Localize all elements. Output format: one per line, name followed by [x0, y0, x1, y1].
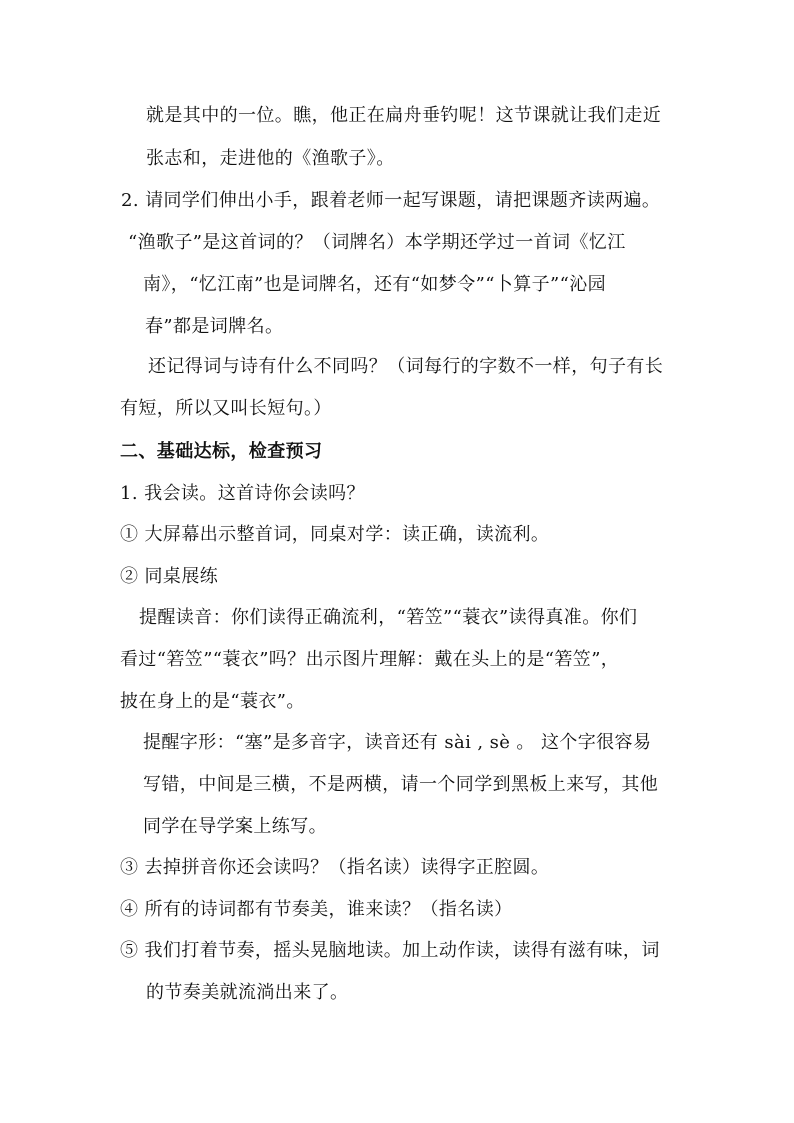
circled-item-2: ② 同桌展练 [120, 566, 219, 587]
paragraph-line: 提醒字形：“塞”是多音字，读音还有 sài , sè 。 这个字很容易 [143, 732, 652, 753]
paragraph-line: 就是其中的一位。瞧，他正在扁舟垂钓呢！这节课就让我们走近 [146, 105, 662, 126]
paragraph-line: 春”都是词牌名。 [145, 316, 284, 337]
paragraph-line: 有短，所以又叫长短句。） [120, 398, 332, 419]
paragraph-line: 还记得词与诗有什么不同吗？（词每行的字数不一样，句子有长 [148, 356, 664, 377]
circled-item-3: ③ 去掉拼音你还会读吗？（指名读）读得字正腔圆。 [120, 857, 550, 878]
paragraph-line: 披在身上的是“蓑衣”。 [120, 691, 305, 712]
paragraph-line: 写错，中间是三横，不是两横，请一个同学到黑板上来写，其他 [143, 774, 659, 795]
paragraph-line: 同学在导学案上练写。 [143, 816, 327, 837]
paragraph-line: 的节奏美就流淌出来了。 [146, 982, 349, 1003]
paragraph-line: 提醒读音：你们读得正确流利，“箬笠”“蓑衣”读得真准。你们 [139, 607, 638, 628]
circled-item-5: ⑤ 我们打着节奏，摇头晃脑地读。加上动作读，读得有滋有味，词 [120, 940, 660, 961]
numbered-item-2: 2. 请同学们伸出小手，跟着老师一起写课题，请把课题齐读两遍。 [121, 190, 661, 211]
circled-item-1: ① 大屏幕出示整首词，同桌对学：读正确，读流利。 [120, 524, 550, 545]
numbered-item-1: 1. 我会读。这首诗你会读吗？ [120, 483, 365, 504]
paragraph-line: 南》，“忆江南”也是词牌名，还有“如梦令”“卜算子”“沁园 [143, 274, 607, 295]
paragraph-line: “渔歌子”是这首词的？（词牌名）本学期还学过一首词《忆江 [128, 232, 626, 253]
circled-item-4: ④ 所有的诗词都有节奏美，谁来读？（指名读） [120, 899, 513, 920]
section-heading: 二、基础达标，检查预习 [120, 441, 323, 462]
paragraph-line: 看过“箬笠”“蓑衣”吗？出示图片理解：戴在头上的是“箬笠”， [120, 649, 620, 670]
paragraph-line: 张志和，走进他的《渔歌子》。 [146, 148, 395, 169]
